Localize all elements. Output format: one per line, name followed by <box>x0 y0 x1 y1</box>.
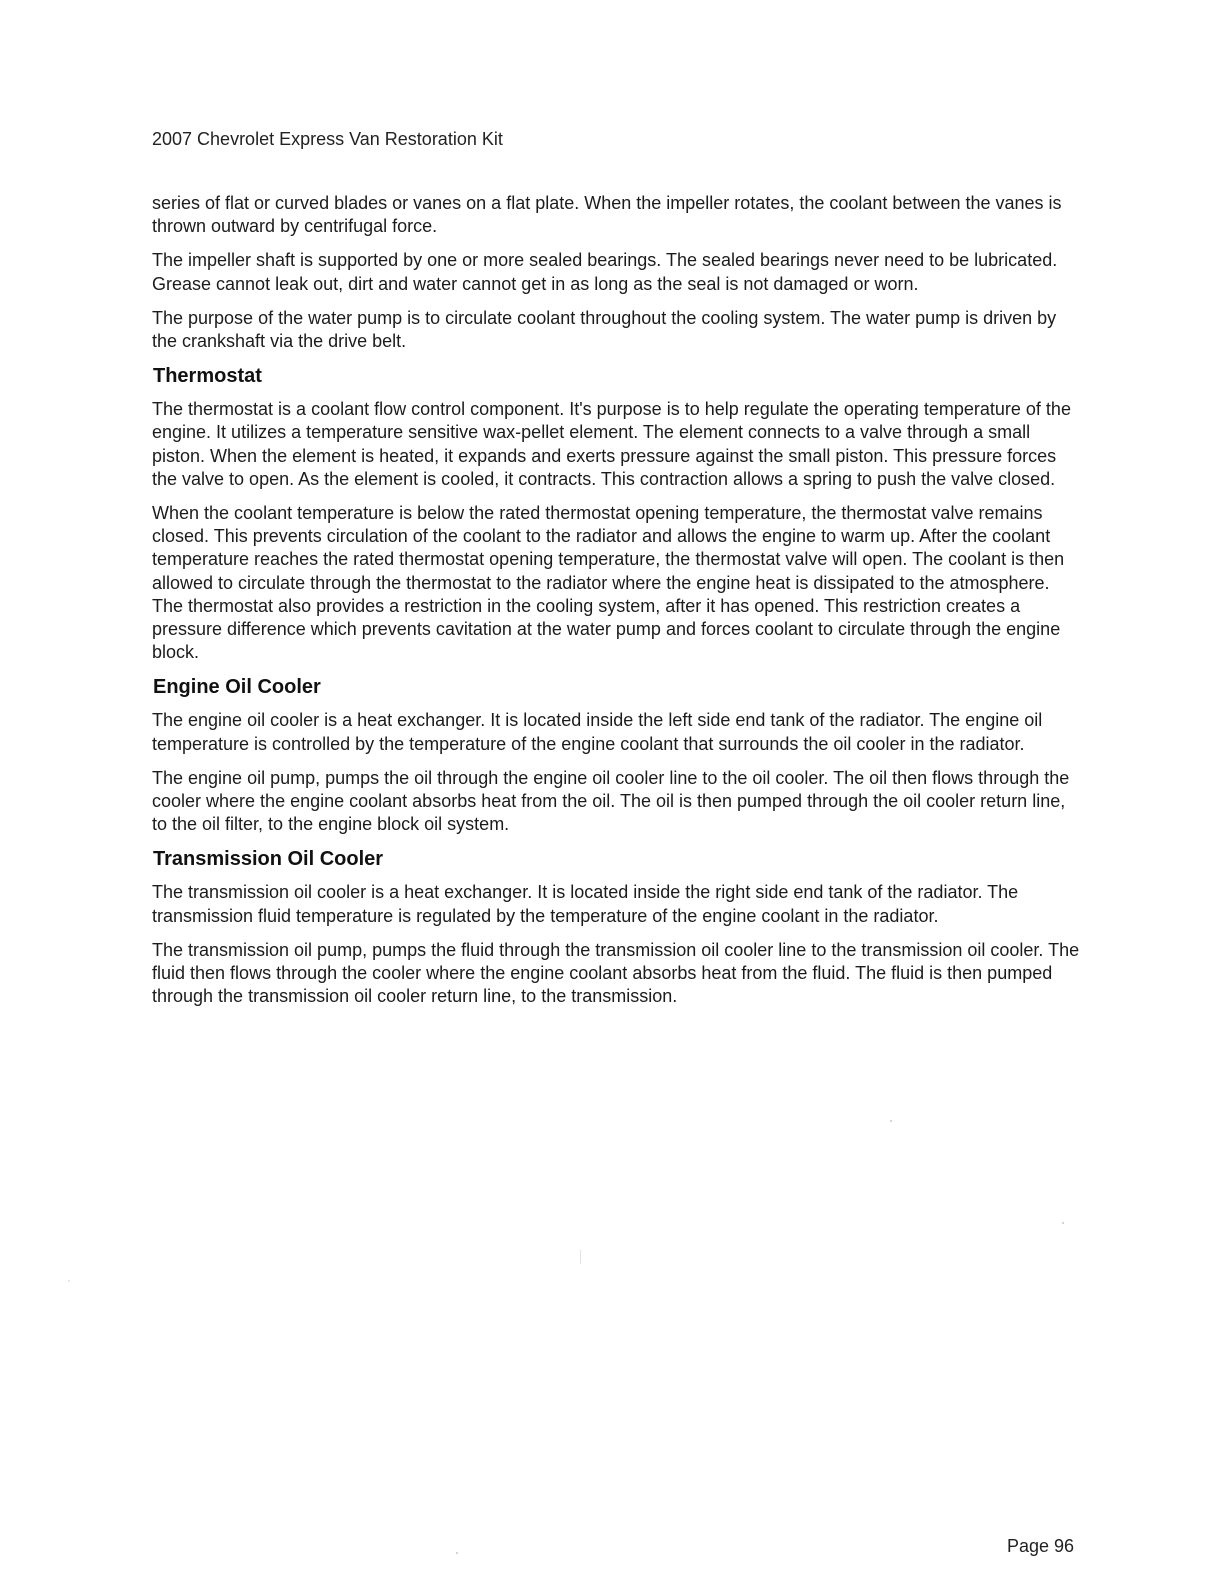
scan-speck <box>68 1280 70 1282</box>
paragraph-water-pump-purpose: The purpose of the water pump is to circulate coolant throughout the cooling system. The water pump is driven by the crankshaft via the drive belt. <box>152 307 1057 352</box>
heading-thermostat: Thermostat <box>153 365 262 388</box>
heading-engine-oil-cooler: Engine Oil Cooler <box>153 676 321 699</box>
body-content <box>152 192 1082 1019</box>
page-number: Page 96 <box>1006 1536 1074 1556</box>
paragraph-transmission-oil-cooler-location: The transmission oil cooler is a heat exchanger. It is located inside the right side end tank of the radiator. The transmission fluid temperature is regulated by the temperature of the engine coolant in the radiator. <box>152 882 1019 926</box>
paragraph-impeller-blades: series of flat or curved blades or vanes on a flat plate. When the impeller rotates, the coolant between the vanes is thrown outward by centrifugal force. <box>152 193 1062 237</box>
paragraph-engine-oil-cooler-flow: The engine oil pump, pumps the oil through the engine oil cooler line to the oil cooler. The oil then flows through the cooler where the engine coolant absorbs heat from the oil. The oil is then pumped through the oil cooler return line, to the oil filter, to the engine block oil system. <box>152 767 1070 835</box>
scan-speck <box>456 1552 458 1554</box>
scan-speck <box>580 1250 581 1264</box>
paragraph-thermostat-function: The thermostat is a coolant flow control component. It's purpose is to help regulate the operating temperature of the engine. It utilizes a temperature sensitive wax-pellet element. The element connects to a valve through a small piston. When the element is heated, it expands and exerts pressure against the small piston. This pressure forces the valve to open. As the element is cooled, it contracts. This contraction allows a spring to push the valve closed. <box>152 399 1071 489</box>
running-header: 2007 Chevrolet Express Van Restoration Kit <box>152 129 503 149</box>
scan-speck <box>890 1120 892 1122</box>
heading-transmission-oil-cooler: Transmission Oil Cooler <box>153 848 384 871</box>
scan-speck <box>1062 1222 1064 1224</box>
paragraph-transmission-oil-cooler-flow: The transmission oil pump, pumps the fluid through the transmission oil cooler line to the transmission oil cooler. The fluid then flows through the cooler where the engine coolant absorbs heat from the fluid. The fluid is then pumped through the transmission oil cooler return line, to the transmission. <box>152 939 1080 1007</box>
paragraph-engine-oil-cooler-location: The engine oil cooler is a heat exchanger. It is located inside the left side end tank of the radiator. The engine oil temperature is controlled by the temperature of the engine coolant that surrounds the oil cooler in the radiator. <box>152 710 1043 754</box>
paragraph-thermostat-operation: When the coolant temperature is below the rated thermostat opening temperature, the thermostat valve remains closed. This prevents circulation of the coolant to the radiator and allows the engine to warm up. After the coolant temperature reaches the rated thermostat opening temperature, the thermostat valve will open. The coolant is then allowed to circulate through the thermostat to the radiator where the engine heat is dissipated to the atmosphere. The thermostat also provides a restriction in the cooling system, after it has opened. This restriction creates a pressure difference which prevents cavitation at the water pump and forces coolant to circulate through the engine block. <box>152 503 1065 663</box>
paragraph-impeller-bearings: The impeller shaft is supported by one or more sealed bearings. The sealed bearings never need to be lubricated. Grease cannot leak out, dirt and water cannot get in as long as the seal is not damaged or worn. <box>152 250 1058 294</box>
